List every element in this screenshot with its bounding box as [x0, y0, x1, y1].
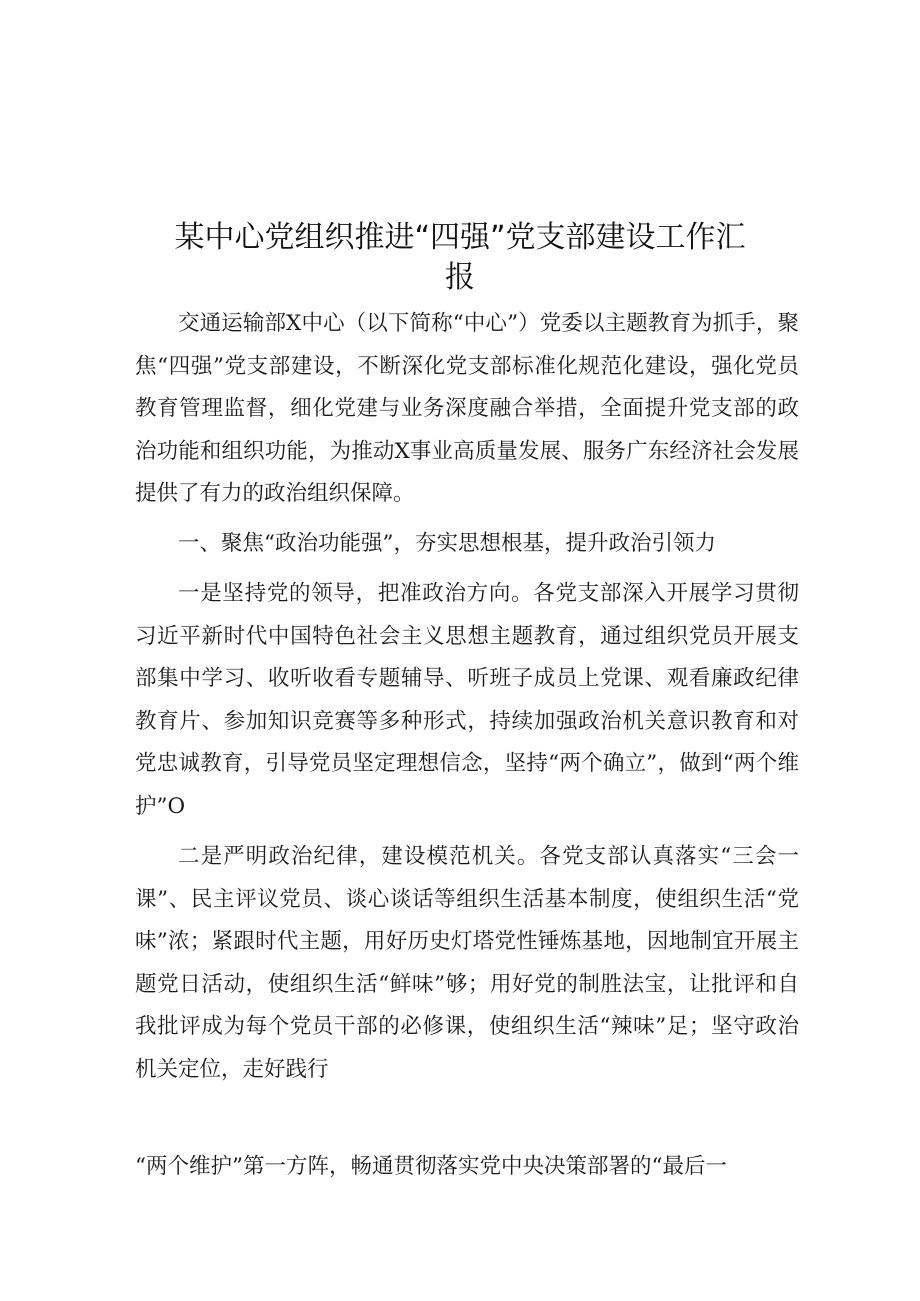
body-paragraph-1: 一是坚持党的领导，把准政治方向。各党支部深入开展学习贯彻习近平新时代中国特色社会主义思想主题教育，通过组织党员开展支部集中学习、收听收看专题辅导、听班子成员上党课、观看廉政纪律教育片、参加知识竞赛等多种形式，持续加强政治机关意识教育和对党忠诚教育，引导党员坚定理想信念，坚持“两个确立”，做到“两个维护”O	[135, 581, 799, 819]
body-paragraph-2: 二是严明政治纪律，建设模范机关。各党支部认真落实“三会一课”、民主评议党员、谈心谈话等组织生活基本制度，使组织生活“党味”浓；紧跟时代主题，用好历史灯塔党性锤炼基地，因地制宜开展主题党日活动，使组织生活“鲜味”够；用好党的制胜法宝，让批评和自我批评成为每个党员干部的必修课，使组织生活“辣味”足；坚守政治机关定位，走好践行	[135, 844, 799, 1082]
section-heading-1: 一、聚焦“政治功能强”，夯实思想根基，提升政治引领力	[178, 531, 716, 556]
document-title-line-1: 某中心党组织推进“四强”党支部建设工作汇	[174, 220, 746, 255]
intro-paragraph: 交通运输部X中心（以下简称“中心”）党委以主题教育为抓手，聚焦“四强”党支部建设，不断深化党支部标准化规范化建设，强化党员教育管理监督，细化党建与业务深度融合举措，全面提升党支部的政治功能和组织功能，为推动X事业高质量发展、服务广东经济社会发展提供了有力的政治组织保障。	[135, 311, 799, 507]
body-paragraph-3: “两个维护”第一方阵，畅通贯彻落实党中央决策部署的“最后一	[135, 1154, 727, 1179]
document-title-line-2: 报	[445, 260, 475, 295]
